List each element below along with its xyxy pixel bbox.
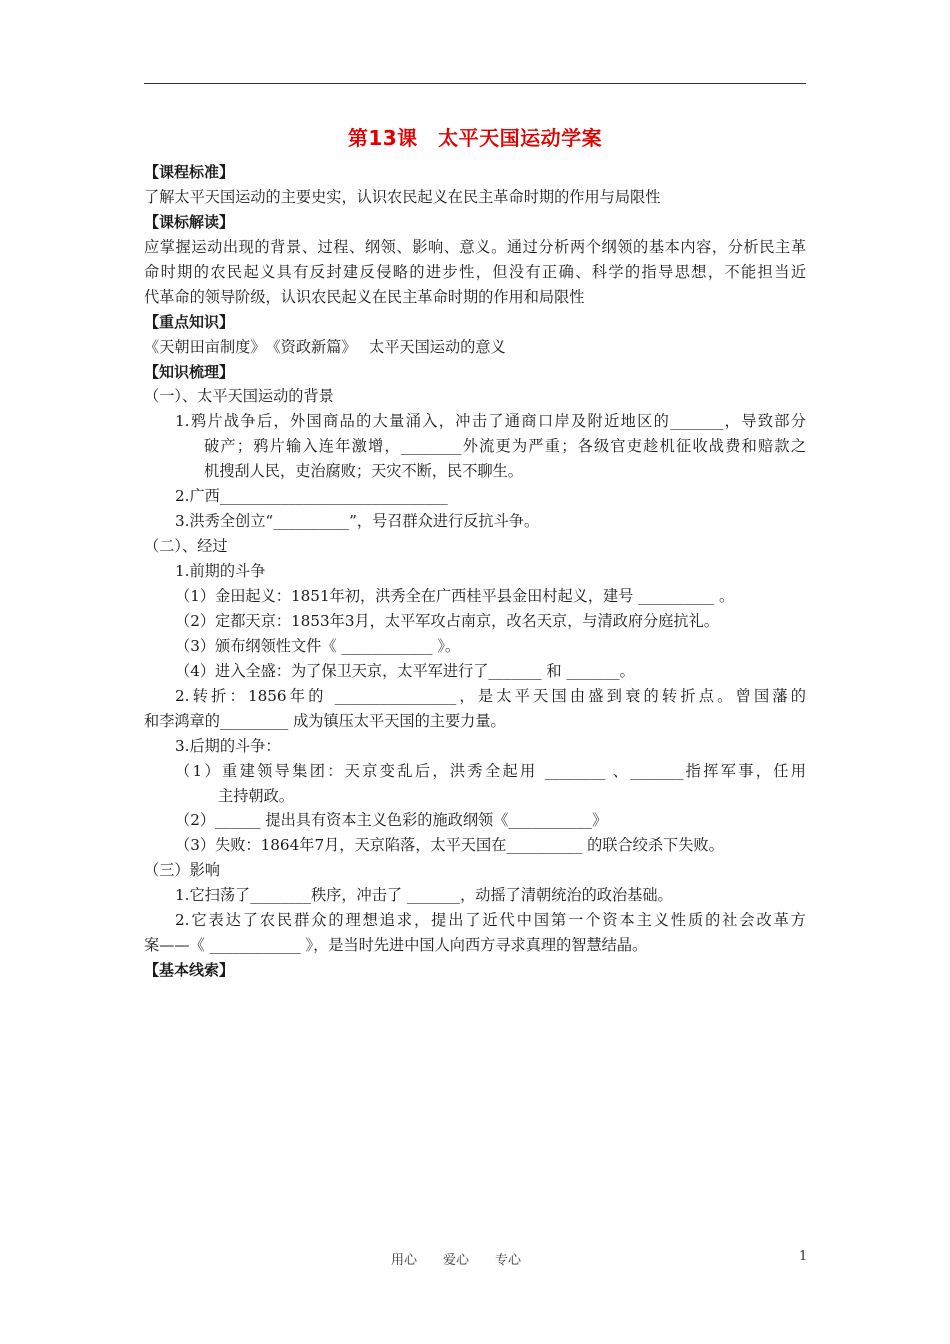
body-line: （1）重建领导集团：天京变乱后，洪秀全起用 ________ 、_______指挥军事，任用 <box>175 762 806 780</box>
body-line: （2）______ 提出具有资本主义色彩的施政纲领《___________》 <box>175 811 608 829</box>
body-line: 1.鸦片战争后，外国商品的大量涌入，冲击了通商口岸及附近地区的_______，导致部分 <box>175 412 806 430</box>
subsection-heading: （一）、太平天国运动的背景 <box>144 387 334 405</box>
section-heading-knowledge-review: 【知识梳理】 <box>144 363 235 381</box>
header-rule <box>144 83 806 84</box>
body-line: 应掌握运动出现的背景、过程、纲领、影响、意义。通过分析两个纲领的基本内容，分析民主革 <box>144 238 806 256</box>
section-heading-key-knowledge: 【重点知识】 <box>144 313 235 331</box>
body-line: （4）进入全盛：为了保卫天京，太平军进行了_______ 和 _______。 <box>175 662 635 680</box>
body-line: 案——《 ____________ 》，是当时先进中国人向西方寻求真理的智慧结晶。 <box>144 936 648 954</box>
body-line: 和李鸿章的_________ 成为镇压太平天国的主要力量。 <box>144 712 506 730</box>
subsection-heading: （三）影响 <box>144 861 220 879</box>
body-line: 2.广西______________________________ <box>175 487 448 505</box>
body-line: （3）失败：1864年7月，天京陷落，太平天国在__________ 的联合绞杀下失败。 <box>175 836 724 854</box>
page-number: 1 <box>799 1249 808 1264</box>
section-heading-curriculum-standard: 【课程标准】 <box>144 163 235 181</box>
body-line: 1.前期的斗争 <box>175 562 266 580</box>
body-line: 2.它表达了农民群众的理想追求，提出了近代中国第一个资本主义性质的社会改革方 <box>175 911 806 929</box>
section-heading-basic-clues: 【基本线索】 <box>144 961 235 979</box>
body-line: 3.后期的斗争： <box>175 737 281 755</box>
body-line: （2）定都天京：1853年3月，太平军攻占南京，改名天京，与清政府分庭抗礼。 <box>175 612 719 630</box>
body-line: （3）颁布纲领性文件《 ____________ 》。 <box>175 637 461 655</box>
subsection-heading: （二）、经过 <box>144 537 228 555</box>
body-line: 《天朝田亩制度》 《资政新篇》 太平天国运动的意义 <box>144 338 506 356</box>
body-line: 机搜刮人民，吏治腐败；天灾不断，民不聊生。 <box>204 462 523 480</box>
body-line: 代革命的领导阶级，认识农民起义在民主革命时期的作用和局限性 <box>144 288 585 306</box>
body-line: 了解太平天国运动的主要史实，认识农民起义在民主革命时期的作用与局限性 <box>144 188 661 206</box>
body-line: 命时期的农民起义具有反封建反侵略的进步性，但没有正确、科学的指导思想，不能担当近 <box>144 263 806 281</box>
section-heading-standard-interpretation: 【课标解读】 <box>144 213 235 231</box>
footer-motto: 用心 爱心 专心 <box>391 1253 522 1268</box>
body-line: （1）金田起义：1851年初，洪秀全在广西桂平县金田村起义，建号 __________ 。 <box>175 587 735 605</box>
body-line: 3.洪秀全创立“__________”，号召群众进行反抗斗争。 <box>175 512 540 530</box>
page-title: 第13课 太平天国运动学案 <box>347 126 603 150</box>
body-line: 1.它扫荡了________秩序，冲击了 _______，动摇了清朝统治的政治基础。 <box>175 886 673 904</box>
body-line: 2.转折：1856年的 ________________，是太平天国由盛到衰的转折点。曾国藩的 <box>175 687 806 705</box>
body-line: 主持朝政。 <box>218 787 294 805</box>
body-line: 破产；鸦片输入连年激增，________外流更为严重；各级官吏趁机征收战费和赔款之 <box>204 437 806 455</box>
